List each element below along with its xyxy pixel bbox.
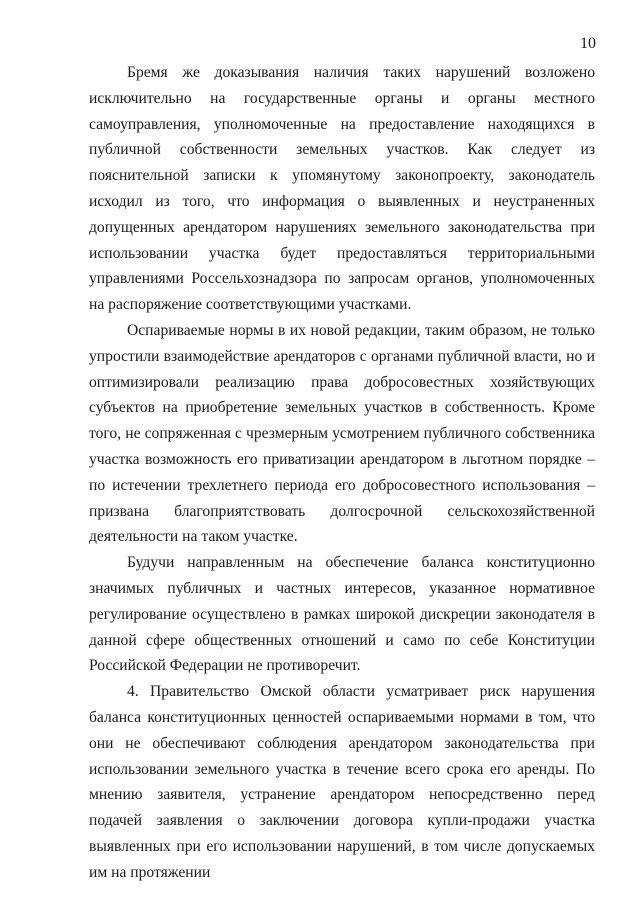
- paragraph-burden-of-proof: Бремя же доказывания наличия таких нарушений возложено исключительно на государственные органы и органы местного самоуправления, уполномоченные на предоставление находящихся в публичной собственности земельных участков. Как следует из пояснительной записки к упомянутому законопроекту, законодатель исходил из того, что информация о выявленных и неустраненных допущенных арендатором нарушениях земельного законодательства при использовании участка будет предоставляться территориальными управлениями Россельхознадзора по запросам органов, уполномоченных на распоряжение соответствующими участками.: [89, 64, 595, 314]
- paragraph-omsk-government-position: 4. Правительство Омской области усматривает риск нарушения баланса конституционных ценностей оспариваемыми нормами в том, что они не обеспечивают соблюдения арендатором законодательства при использовании земельного участка в течение всего срока его аренды. По мнению заявителя, устранение арендатором непосредственно перед подачей заявления о заключении договора купли-продажи участка выявленных при его использовании нарушений, в том числе допускаемых им на протяжении: [89, 683, 595, 881]
- document-body: [89, 60, 595, 886]
- paragraph-balance-of-interests: Будучи направленным на обеспечение баланса конституционно значимых публичных и частных интересов, указанное нормативное регулирование осуществлено в рамках широкой дискреции законодателя в данной сфере общественных отношений и само по себе Конституции Российской Федерации не противоречит.: [89, 554, 595, 675]
- paragraph-contested-norms: Оспариваемые нормы в их новой редакции, таким образом, не только упростили взаимодействие арендаторов с органами публичной власти, но и оптимизировали реализацию права добросовестных хозяйствующих субъектов на приобретение земельных участков в собственность. Кроме того, не сопряженная с чрезмерным усмотрением публичного собственника участка возможность его приватизации арендатором в льготном порядке – по истечении трехлетнего периода его добросовестного использования – призвана благоприятствовать долгосрочной сельскохозяйственной деятельности на таком участке.: [89, 321, 595, 546]
- page-number: 10: [580, 35, 596, 52]
